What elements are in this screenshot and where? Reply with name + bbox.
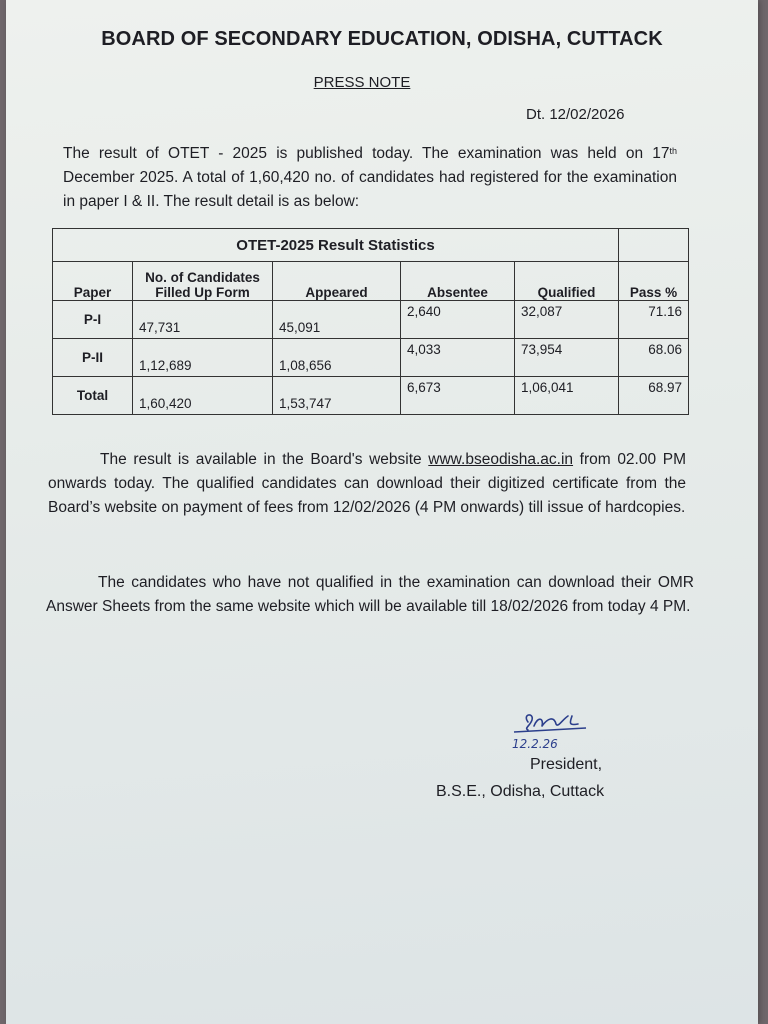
intro-text-2: December 2025. A total of 1,60,420 no. of candidates had registered for the examination in paper I & II. The result detail is as below: xyxy=(63,169,677,210)
board-heading: BOARD OF SECONDARY EDUCATION, ODISHA, CUTTACK xyxy=(101,28,663,50)
table-row-total xyxy=(53,377,689,415)
cell-appeared: 1,53,747 xyxy=(273,377,401,415)
cell-filled: 1,60,420 xyxy=(133,377,273,415)
col-header-filled: No. of Candidates Filled Up Form xyxy=(133,262,273,301)
press-note-label: PRESS NOTE xyxy=(313,74,411,91)
website-text-1: The result is available in the Board's website xyxy=(100,451,429,468)
press-note-page xyxy=(6,0,758,1024)
cell-appeared: 45,091 xyxy=(273,301,401,339)
cell-absentee: 2,640 xyxy=(401,301,515,339)
cell-filled: 1,12,689 xyxy=(133,339,273,377)
col-header-qualified: Qualified xyxy=(515,262,619,301)
cell-absentee: 6,673 xyxy=(401,377,515,415)
cell-paper: P-I xyxy=(53,301,133,339)
table-header-row xyxy=(53,262,689,301)
table-row xyxy=(53,339,689,377)
table-row xyxy=(53,301,689,339)
cell-paper: P-II xyxy=(53,339,133,377)
website-paragraph xyxy=(48,448,686,520)
table-caption: OTET-2025 Result Statistics xyxy=(53,229,619,262)
omr-paragraph xyxy=(46,571,694,619)
cell-appeared: 1,08,656 xyxy=(273,339,401,377)
signatory-title: President, xyxy=(530,756,603,773)
col-header-pass: Pass % xyxy=(619,262,689,301)
col-header-paper: Paper xyxy=(53,262,133,301)
signatory-office: B.S.E., Odisha, Cuttack xyxy=(436,783,605,800)
table-caption-blank xyxy=(619,229,689,262)
cell-filled: 47,731 xyxy=(133,301,273,339)
intro-superscript: th xyxy=(669,146,677,156)
intro-paragraph xyxy=(63,142,677,214)
col-header-appeared: Appeared xyxy=(273,262,401,301)
cell-paper: Total xyxy=(53,377,133,415)
cell-absentee: 4,033 xyxy=(401,339,515,377)
cell-pass: 71.16 xyxy=(619,301,689,339)
handwritten-signature xyxy=(498,706,598,754)
cell-pass: 68.97 xyxy=(619,377,689,415)
result-statistics-table xyxy=(52,228,689,415)
issue-date: Dt. 12/02/2026 xyxy=(526,106,625,123)
cell-qualified: 1,06,041 xyxy=(515,377,619,415)
cell-pass: 68.06 xyxy=(619,339,689,377)
website-link[interactable]: www.bseodisha.ac.in xyxy=(428,451,574,468)
col-header-absentee: Absentee xyxy=(401,262,515,301)
cell-qualified: 32,087 xyxy=(515,301,619,339)
intro-text-1: The result of OTET - 2025 is published today. The examination was held on 17 xyxy=(63,145,670,162)
cell-qualified: 73,954 xyxy=(515,339,619,377)
omr-text: The candidates who have not qualified in the examination can download their OMR Answer Sheets from the same website which will be available till 18/02/2026 from today 4 PM. xyxy=(46,574,694,615)
website-text-2: from 02.00 PM onwards today. The qualified candidates can download their digitized certificate from the Board’s website on payment of fees from 12/02/2026 (4 PM onwards) till issue of hardcopies. xyxy=(48,451,686,516)
signature-date: 12.2.26 xyxy=(512,737,558,751)
